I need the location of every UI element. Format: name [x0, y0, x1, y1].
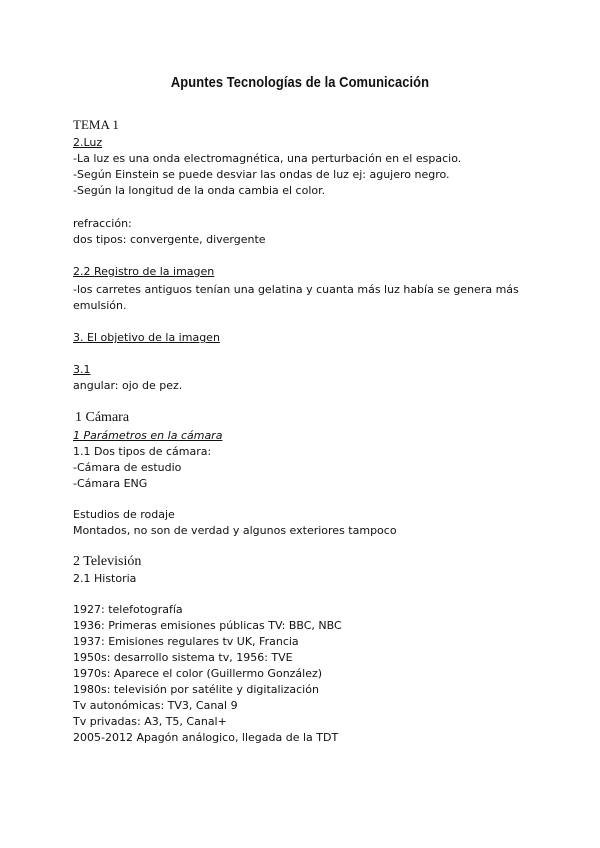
timeline-item: 1936: Primeras emisiones públicas TV: BBC, NBC: [73, 619, 342, 632]
luz-line: -Según la longitud de la onda cambia el color.: [73, 184, 326, 197]
tema-heading: TEMA 1: [73, 117, 119, 132]
camara-line: -Cámara ENG: [73, 477, 148, 490]
registro-line: -los carretes antiguos tenían una gelatina y cuanta más luz había se genera más: [73, 283, 519, 296]
timeline-item: 1980s: televisión por satélite y digitalización: [73, 683, 319, 696]
timeline-item: 1937: Emisiones regulares tv UK, Francia: [73, 635, 299, 648]
timeline-item: 1950s: desarrollo sistema tv, 1956: TVE: [73, 651, 293, 664]
camara-heading: 1 Cámara: [75, 410, 130, 425]
timeline-item: 2005-2012 Apagón análogico, llegada de la TDT: [73, 731, 339, 744]
luz-line: -La luz es una onda electromagnética, una perturbación en el espacio.: [73, 152, 462, 165]
refraccion-label: refracción:: [73, 217, 132, 230]
registro-heading: 2.2 Registro de la imagen: [73, 265, 215, 278]
timeline-item: Tv autonómicas: TV3, Canal 9: [73, 699, 238, 712]
parametros-heading: 1 Parámetros en la cámara: [73, 429, 223, 442]
dos-tipos-line: dos tipos: convergente, divergente: [73, 233, 266, 246]
estudios-line: Estudios de rodaje: [73, 508, 175, 521]
timeline-item: 1970s: Aparece el color (Guillermo González): [73, 667, 323, 680]
luz-heading: 2.Luz: [73, 136, 103, 149]
timeline-item: Tv privadas: A3, T5, Canal+: [73, 715, 227, 728]
historia-line: 2.1 Historia: [73, 572, 137, 585]
television-heading: 2 Televisión: [73, 554, 142, 569]
camara-line: -Cámara de estudio: [73, 461, 182, 474]
luz-line: -Según Einstein se puede desviar las ondas de luz ej: agujero negro.: [73, 168, 450, 181]
registro-line: emulsión.: [73, 299, 127, 312]
objetivo-heading: 3. El objetivo de la imagen: [73, 331, 220, 344]
timeline-item: 1927: telefotografía: [73, 603, 183, 616]
camara-line: 1.1 Dos tipos de cámara:: [73, 445, 212, 458]
angular-line: angular: ojo de pez.: [73, 379, 183, 392]
document-title: Apuntes Tecnologías de la Comunicación: [170, 74, 430, 91]
estudios-line: Montados, no son de verdad y algunos exteriores tampoco: [73, 524, 397, 537]
subsection-3-1: 3.1: [73, 363, 91, 376]
